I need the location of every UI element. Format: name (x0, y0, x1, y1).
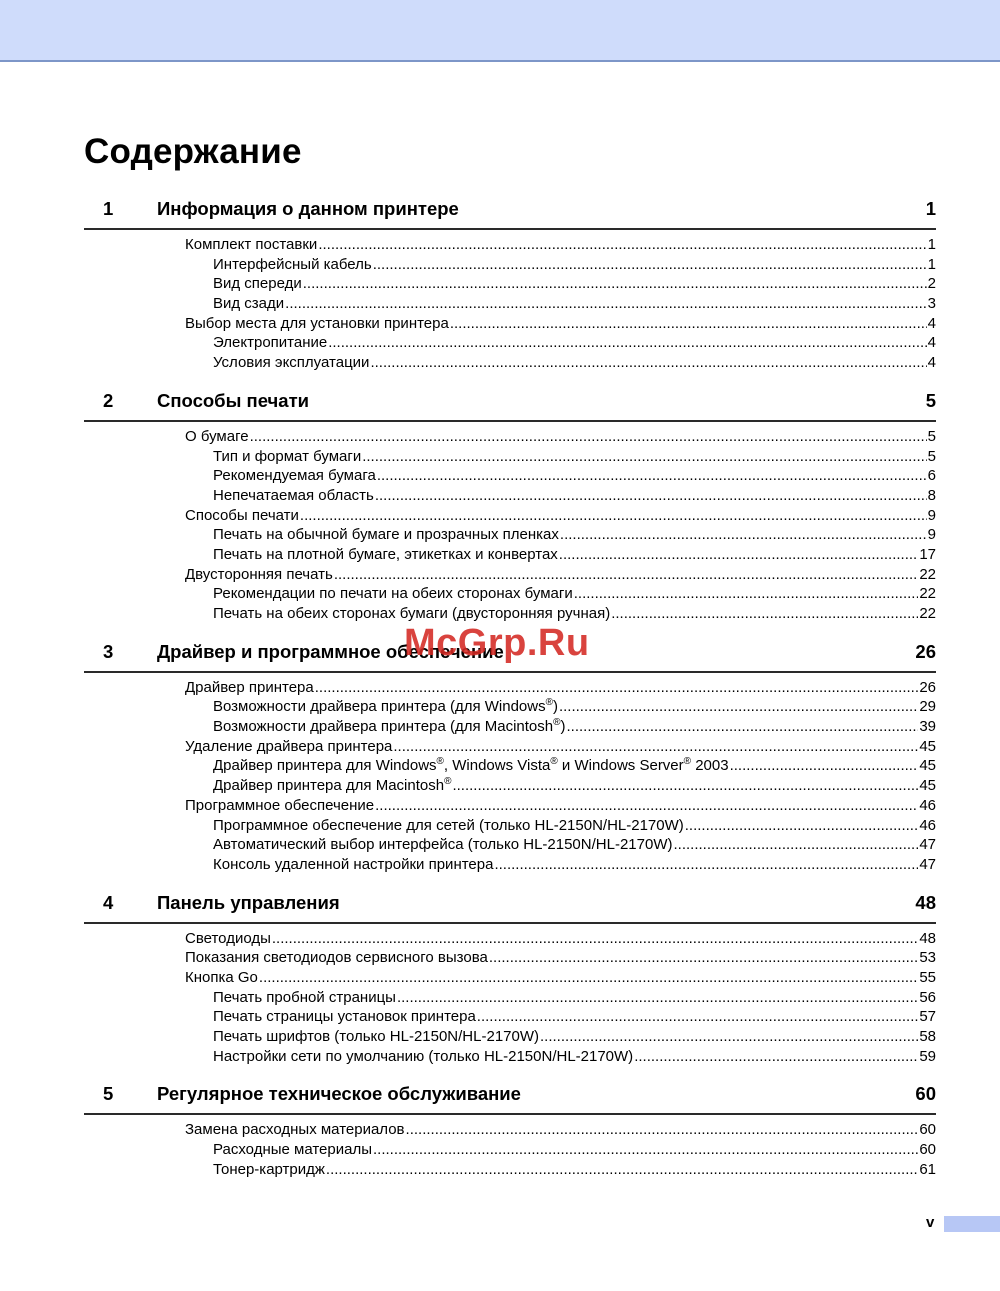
toc-entry[interactable] (84, 545, 936, 565)
toc-entry[interactable] (84, 1140, 936, 1160)
toc-entry-page: 8 (927, 486, 936, 504)
dot-leader (373, 1140, 918, 1160)
toc-entry-text: Драйвер принтера для Windows (213, 757, 437, 775)
toc-entry[interactable] (84, 1160, 936, 1180)
chapter-page: 5 (925, 389, 936, 411)
dot-leader (560, 525, 927, 545)
toc-entry-title (213, 274, 302, 294)
dot-leader (730, 756, 919, 776)
toc-entry[interactable] (84, 427, 936, 447)
chapter-number: 4 (103, 891, 114, 913)
toc-entry-text: ) (552, 698, 558, 716)
toc-entry[interactable] (84, 486, 936, 506)
toc-entry-title (185, 968, 258, 988)
toc-entry-page: 61 (919, 1160, 936, 1178)
toc-entry-page: 45 (919, 737, 936, 755)
chapter-page: 1 (925, 198, 936, 219)
chapter-entries (84, 422, 936, 633)
toc-entry-title (185, 1120, 405, 1140)
toc-entry-page: 5 (927, 447, 936, 465)
toc-entry-page: 22 (919, 605, 936, 622)
toc-entry-title (185, 565, 333, 585)
toc-entry-page: 60 (919, 1121, 936, 1139)
chapter-heading[interactable] (84, 1075, 936, 1115)
toc-entry[interactable] (84, 776, 936, 796)
dot-leader (300, 506, 927, 526)
dot-leader (566, 717, 918, 737)
toc-entry[interactable] (84, 525, 936, 545)
dot-leader (272, 929, 918, 949)
toc-entry-text: Замена расходных материалов (185, 1121, 405, 1139)
toc-entry-text: Печать страницы установок принтера (213, 1008, 476, 1026)
toc-entry[interactable] (84, 506, 936, 526)
dot-leader (559, 545, 919, 565)
toc-entry-page: 26 (919, 678, 936, 696)
toc-entry-title (213, 717, 565, 737)
toc-entry-page: 6 (927, 467, 936, 485)
toc-entry[interactable] (84, 565, 936, 585)
registered-mark: ® (436, 756, 444, 768)
chapter-heading[interactable] (84, 190, 936, 230)
toc-entry-text: Непечатаемая область (213, 486, 374, 504)
toc-entry-text: Интерфейсный кабель (213, 255, 372, 273)
toc-entry-page: 1 (927, 255, 936, 273)
toc-entry[interactable] (84, 353, 936, 373)
toc-entry-page: 3 (927, 295, 936, 313)
chapter-number: 1 (103, 198, 114, 219)
toc-entry-title (213, 816, 684, 836)
toc-entry-text: Автоматический выбор интерфейса (только HL-2150N/HL-2170W) (213, 836, 673, 854)
toc-entry-text: Расходные материалы (213, 1141, 372, 1159)
chapter-entries (84, 924, 936, 1076)
toc-entry-page: 47 (919, 836, 936, 854)
dot-leader (370, 353, 926, 373)
dot-leader (406, 1120, 919, 1140)
toc-entry-text: Возможности драйвера принтера (для Windows (213, 698, 546, 716)
toc-entry[interactable] (84, 1007, 936, 1027)
chapter-entries (84, 1115, 936, 1188)
chapter-number: 3 (103, 640, 114, 662)
toc-entry-text: ) (560, 718, 566, 736)
toc-entry-text: Печать на плотной бумаге, этикетках и конвертах (213, 545, 558, 563)
toc-entry-text: Двусторонняя печать (185, 565, 333, 583)
chapter-title: Регулярное техническое обслуживание (157, 1083, 521, 1105)
toc-entry-title (213, 545, 558, 565)
dot-leader (397, 988, 918, 1008)
toc-entry-title (213, 1047, 633, 1067)
toc-entry[interactable] (84, 756, 936, 776)
toc-entry-text: Комплект поставки (185, 236, 318, 253)
dot-leader (494, 855, 918, 875)
toc-entry-text: Электропитание (213, 334, 328, 352)
toc-entry[interactable] (84, 274, 936, 294)
dot-leader (540, 1027, 918, 1047)
toc-entry-text: Печать шрифтов (только HL-2150N/HL-2170W) (213, 1028, 540, 1045)
toc-entry[interactable] (84, 835, 936, 855)
toc-entry-text: Условия эксплуатации (213, 354, 370, 372)
page-number: v (926, 1214, 935, 1231)
toc-entry[interactable] (84, 604, 936, 624)
toc-entry-title (213, 1027, 539, 1047)
chapter (84, 633, 936, 884)
toc-entry-text: Печать пробной страницы (213, 988, 396, 1006)
toc-entry-page: 29 (919, 698, 936, 716)
dot-leader (334, 565, 918, 585)
toc-entry-page: 57 (919, 1008, 936, 1026)
toc-entry-title (213, 1007, 476, 1027)
toc-entry-text: Способы печати (185, 506, 299, 524)
toc-entry-page: 45 (919, 757, 936, 775)
toc-entry-text: Консоль удаленной настройки принтера (213, 855, 494, 873)
toc-entry-text: Показания светодиодов сервисного вызова (185, 949, 488, 967)
registered-mark: ® (683, 756, 692, 768)
toc-entry-title (213, 447, 361, 467)
toc-entry[interactable] (84, 929, 936, 949)
dot-leader (477, 1007, 919, 1027)
toc-entry-title (213, 353, 369, 373)
dot-leader (375, 486, 927, 506)
toc-entry-page: 4 (927, 354, 936, 372)
toc-entry-title (213, 697, 558, 717)
toc-entry-text: и Windows Server (557, 757, 684, 775)
toc-entry-title (185, 314, 449, 334)
toc-entry[interactable] (84, 988, 936, 1008)
toc-entry-title (213, 584, 573, 604)
toc-entry[interactable] (84, 816, 936, 836)
registered-mark: ® (550, 756, 558, 768)
toc-entry-page: 2 (927, 275, 936, 293)
chapter (84, 190, 936, 382)
dot-leader (326, 1160, 918, 1180)
toc-entry-text: Программное обеспечение для сетей (только HL-2150N/HL-2170W) (213, 816, 684, 834)
dot-leader (328, 333, 926, 353)
toc-entry[interactable] (84, 1120, 936, 1140)
chapter-page: 26 (915, 640, 936, 662)
toc-entry[interactable] (84, 796, 936, 816)
toc-entry-text: Рекомендуемая бумага (213, 467, 376, 485)
dot-leader (315, 678, 919, 698)
dot-leader (259, 968, 918, 988)
dot-leader (450, 314, 927, 334)
dot-leader (362, 447, 926, 467)
toc-entry-title (213, 776, 451, 796)
toc-entry-title (213, 486, 374, 506)
dot-leader (373, 255, 927, 275)
dot-leader (634, 1047, 918, 1067)
toc-entry-text: Рекомендации по печати на обеих сторонах бумаги (213, 585, 573, 603)
dot-leader (673, 835, 918, 855)
toc-entry-page: 22 (919, 585, 936, 603)
toc-entry-title (213, 756, 729, 776)
toc-entry[interactable] (84, 1027, 936, 1047)
toc-entry[interactable] (84, 294, 936, 314)
registered-mark: ® (444, 776, 452, 788)
toc-entry-title (185, 737, 392, 757)
toc-entry-text: Тонер-картридж (213, 1160, 325, 1178)
toc-entry-title (213, 1160, 325, 1180)
toc-entry[interactable] (84, 584, 936, 604)
dot-leader (375, 796, 918, 816)
toc-entry-text: Возможности драйвера принтера (для Macintosh (213, 718, 554, 736)
dot-leader (303, 274, 927, 294)
toc-entry-page: 58 (919, 1028, 936, 1045)
toc-entry-title (185, 427, 249, 447)
toc-entry[interactable] (84, 466, 936, 486)
toc-entry-page: 4 (927, 314, 936, 332)
toc-entry[interactable] (84, 948, 936, 968)
toc-entry-text: Удаление драйвера принтера (185, 737, 393, 755)
dot-leader (377, 466, 927, 486)
toc-entry-text: Светодиоды (185, 929, 271, 947)
toc-entry-page: 1 (927, 236, 936, 253)
toc-entry-page: 60 (919, 1141, 936, 1159)
toc-entry-title (185, 506, 299, 526)
dot-leader (285, 294, 927, 314)
toc-entry-text: Программное обеспечение (185, 796, 375, 814)
toc-entry-text: Печать на обеих сторонах бумаги (двусторонняя ручная) (213, 605, 611, 622)
registered-mark: ® (545, 697, 553, 709)
toc-entry-page: 55 (919, 968, 936, 986)
toc-entry-title (213, 525, 559, 545)
toc-entry[interactable] (84, 333, 936, 353)
dot-leader (685, 816, 919, 836)
dot-leader (250, 427, 927, 447)
dot-leader (574, 584, 919, 604)
header-band (0, 0, 1000, 62)
chapter-title: Способы печати (157, 389, 310, 411)
toc-entry-text: 2003 (691, 757, 729, 775)
toc-entry-text: Драйвер принтера для Macintosh (213, 777, 445, 795)
toc-entry-page: 53 (919, 949, 936, 967)
watermark-logo: McGrp.Ru (404, 622, 590, 664)
toc-entry-page: 45 (919, 777, 936, 795)
toc-entry-text: Настройки сети по умолчанию (только HL-2150N/HL-2170W) (213, 1047, 634, 1065)
chapter (84, 884, 936, 1076)
toc-entry-page: 46 (919, 816, 936, 834)
toc-entry-page: 56 (919, 988, 936, 1006)
chapter-entries (84, 673, 936, 884)
toc-entry-title (213, 855, 493, 875)
toc-entry-page: 9 (927, 526, 936, 544)
page-corner-tab (944, 1216, 1000, 1232)
chapter (84, 382, 936, 633)
toc-entry-title (213, 604, 610, 624)
toc-entry-text: , Windows Vista (443, 757, 551, 775)
toc-entry[interactable] (84, 314, 936, 334)
toc-entry-text: Вид спереди (213, 275, 302, 293)
dot-leader (393, 737, 918, 757)
toc-entry-text: Тип и формат бумаги (213, 447, 362, 465)
toc-entry[interactable] (84, 717, 936, 737)
toc-entry-title (213, 835, 672, 855)
toc-entry-page: 17 (919, 545, 936, 563)
toc-entry[interactable] (84, 678, 936, 698)
toc-entry-text: Драйвер принтера (185, 678, 314, 696)
chapter-page: 48 (915, 891, 936, 913)
table-of-contents (84, 190, 936, 1188)
toc-entry[interactable] (84, 855, 936, 875)
toc-entry[interactable] (84, 235, 936, 255)
toc-entry[interactable] (84, 447, 936, 467)
toc-entry-page: 39 (919, 718, 936, 736)
toc-entry-page: 46 (919, 796, 936, 814)
toc-entry-title (185, 948, 488, 968)
chapter-title: Драйвер и программное обеспечение (157, 640, 504, 662)
toc-entry-title (213, 294, 284, 314)
toc-entry-page: 9 (927, 506, 936, 524)
dot-leader (489, 948, 918, 968)
toc-entry[interactable] (84, 968, 936, 988)
toc-entry-title (213, 333, 327, 353)
toc-entry-page: 4 (927, 334, 936, 352)
toc-entry-title (213, 1140, 372, 1160)
toc-entry-title (213, 255, 372, 275)
toc-entry-page: 47 (919, 855, 936, 873)
toc-entry-page: 5 (927, 427, 936, 445)
toc-entry[interactable] (84, 697, 936, 717)
chapter-title: Панель управления (157, 891, 340, 913)
toc-entry-title (213, 466, 376, 486)
chapter-number: 5 (103, 1083, 114, 1105)
dot-leader (318, 235, 926, 255)
toc-entry-title (213, 988, 396, 1008)
dot-leader (559, 697, 918, 717)
toc-entry[interactable] (84, 1047, 936, 1067)
toc-entry-title (185, 235, 317, 255)
chapter-heading[interactable] (84, 884, 936, 924)
toc-entry-text: О бумаге (185, 427, 249, 445)
toc-entry-title (185, 929, 271, 949)
toc-entry-page: 22 (919, 565, 936, 583)
dot-leader (452, 776, 918, 796)
chapter-page: 60 (915, 1083, 936, 1105)
toc-entry-text: Вид сзади (213, 295, 285, 313)
registered-mark: ® (553, 717, 561, 729)
toc-entry[interactable] (84, 737, 936, 757)
chapter-heading[interactable] (84, 382, 936, 422)
toc-entry-title (185, 796, 374, 816)
toc-entry-title (185, 678, 314, 698)
toc-entry-page: 48 (919, 929, 936, 947)
dot-leader (611, 604, 918, 624)
toc-entry-text: Выбор места для установки принтера (185, 314, 449, 332)
chapter-number: 2 (103, 389, 114, 411)
toc-entry-page: 59 (919, 1047, 936, 1065)
page-title: Содержание (84, 132, 302, 171)
chapter (84, 1075, 936, 1188)
toc-entry-text: Печать на обычной бумаге и прозрачных пленках (213, 526, 559, 544)
chapter-title: Информация о данном принтере (157, 198, 459, 219)
toc-entry-text: Кнопка Go (185, 968, 258, 986)
toc-entry[interactable] (84, 255, 936, 275)
chapter-entries (84, 230, 936, 382)
